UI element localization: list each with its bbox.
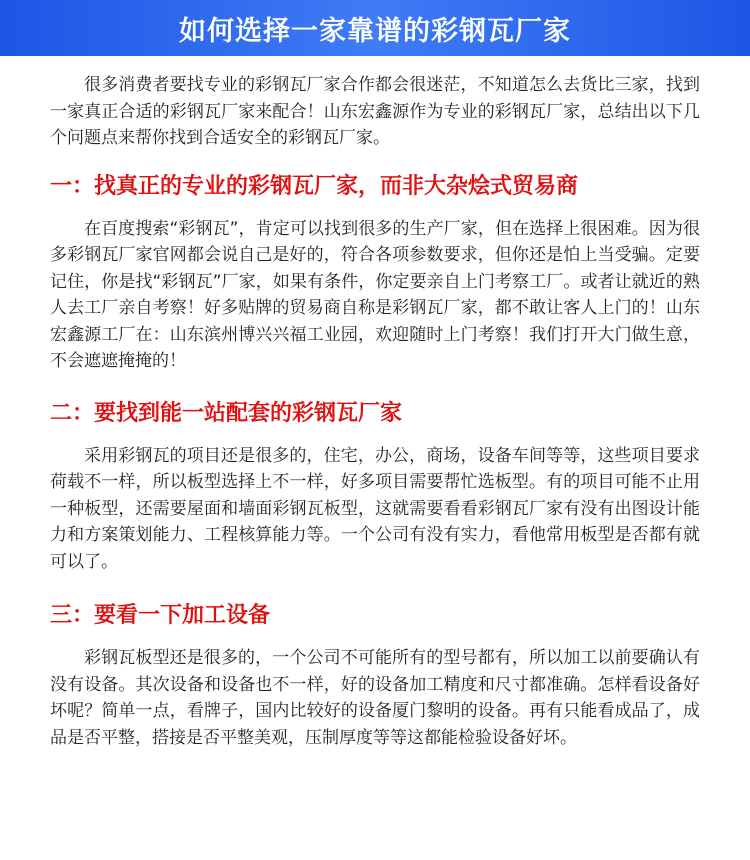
section-1-title: 一：找真正的专业的彩钢瓦厂家，而非大杂烩式贸易商	[50, 173, 579, 199]
section-2-body: 采用彩钢瓦的项目还是很多的，住宅，办公，商场，设备车间等等，这些项目要求荷载不一样，所以板型选择上不一样，好多项目需要帮忙选板型。有的项目可能不止用一种板型，还需要屋面和墙面彩钢瓦板型，这就需要看看彩钢瓦厂家有没有出图设计能力和方案策划能力、工程核算能力等。一个公司有没有实力，看他常用板型是否都有就可以了。	[50, 445, 700, 572]
section-1-body: 在百度搜索“彩钢瓦”，肯定可以找到很多的生产厂家，但在选择上很困难。因为很多彩钢瓦厂家官网都会说自己是好的，符合各项参数要求，但你还是怕上当受骗。定要记住，你是找“彩钢瓦”厂家，如果有条件，你定要亲自上门考察工厂。或者让就近的熟人去工厂亲自考察！好多贴牌的贸易商自称是彩钢瓦厂家，都不敢让客人上门的！山东宏鑫源工厂在：山东滨州博兴兴福工业园，欢迎随时上门考察！我们打开大门做生意，不会遮遮掩掩的！	[50, 218, 700, 371]
page-title: 如何选择一家靠谱的彩钢瓦厂家	[179, 15, 571, 47]
section-3-title: 三：要看一下加工设备	[50, 603, 271, 628]
title-banner	[0, 0, 750, 56]
section-3-body: 彩钢瓦板型还是很多的，一个公司不可能所有的型号都有，所以加工以前要确认有没有设备。其次设备和设备也不一样，好的设备加工精度和尺寸都准确。怎样看设备好坏呢？简单一点，看牌子，国内比较好的设备厦门黎明的设备。再有只能看成品了，成品是否平整，搭接是否平整美观，压制厚度等等这都能检验设备好坏。	[50, 648, 700, 748]
intro-paragraph: 很多消费者要找专业的彩钢瓦厂家合作都会很迷茫，不知道怎么去货比三家，找到一家真正合适的彩钢瓦厂家来配合！山东宏鑫源作为专业的彩钢瓦厂家，总结出以下几个问题点来帮你找到合适安全的彩钢瓦厂家。	[50, 75, 700, 148]
article-body	[0, 56, 750, 751]
section-2-title: 二：要找到能一站配套的彩钢瓦厂家	[50, 400, 403, 426]
